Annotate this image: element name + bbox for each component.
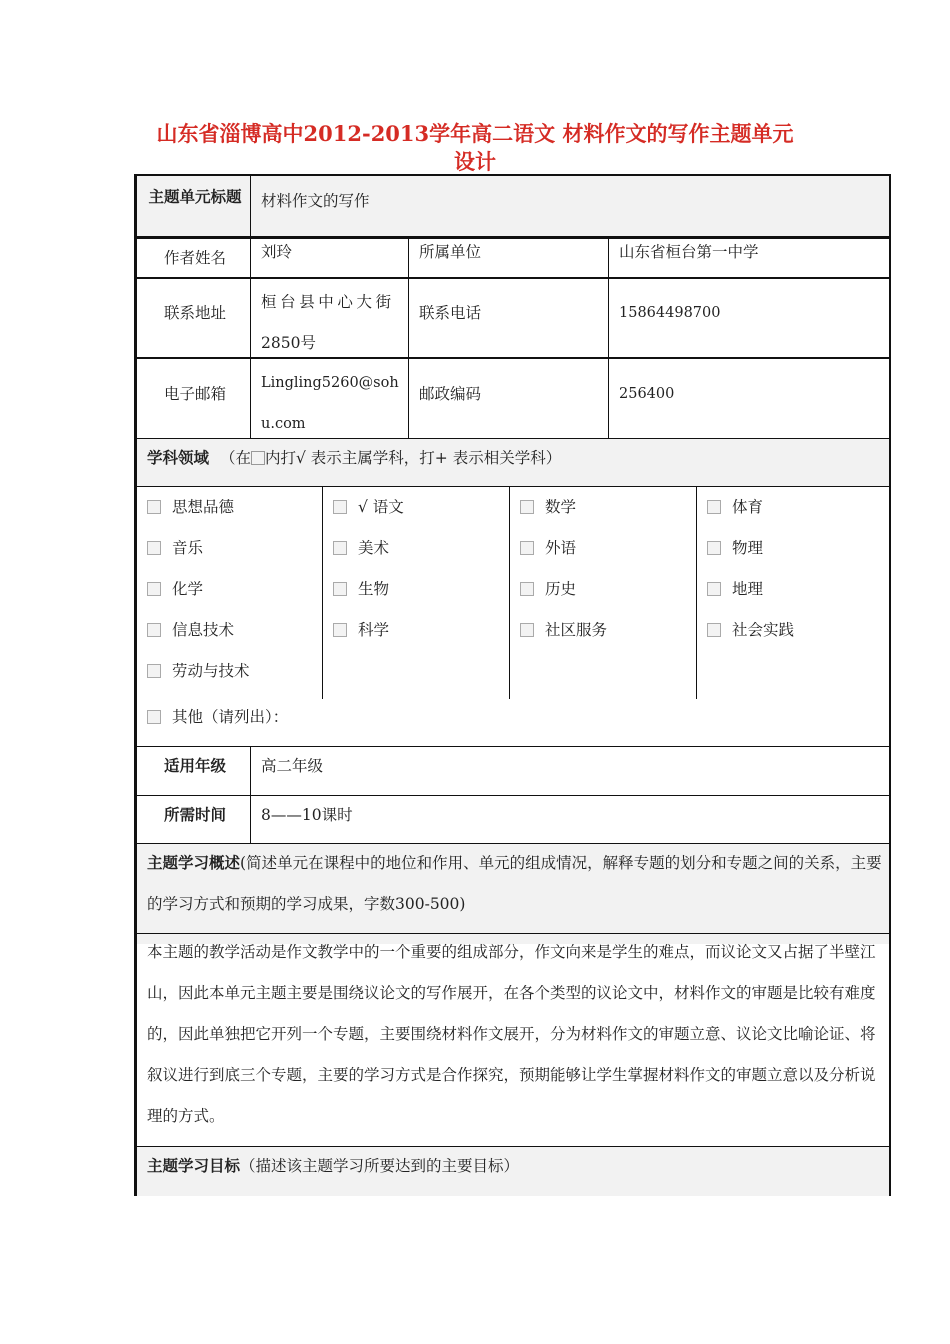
email-line-2: u.com [261,416,306,432]
goal-note: （描述该主题学习所要达到的主要目标） [240,1157,520,1175]
checkbox-subject-3-2[interactable] [707,582,721,596]
document-title-line-1: 山东省淄博高中2012-2013学年高二语文 材料作文的写作主题单元 [156,121,794,146]
postal-value: 256400 [619,386,675,402]
email-label: 电子邮箱 [163,385,226,403]
address-line-2: 2850号 [261,334,316,352]
checkbox-subject-3-1[interactable] [707,541,721,555]
subject-label: √ 语文 [358,498,404,516]
address-value [261,282,403,364]
time-label: 所需时间 [163,805,226,824]
subject-label: 美术 [358,539,390,557]
checkbox-subject-0-0[interactable] [147,500,161,514]
subject-label: 数学 [545,498,577,516]
checkbox-subject-0-4[interactable] [147,664,161,678]
subject-field-heading: 学科领域 [147,448,210,467]
checkbox-subject-3-0[interactable] [707,500,721,514]
subject-label: 音乐 [172,539,204,557]
overview-body: 本主题的教学活动是作文教学中的一个重要的组成部分，作文向来是学生的难点，而议论文又占据了半壁江山，因此本单元主题主要是围绕议论文的写作展开，在各个类型的议论文中，材料作文的审题是比较有难度的，因此单独把它开列一个专题，主要围绕材料作文展开，分为材料作文的审题立意、议论文比喻论证、将叙议进行到底三个专题，主要的学习方式是合作探究，预期能够让学生掌握材料作文的审题立意以及分析说理的方式。 [147,943,876,1125]
subject-label: 历史 [545,580,577,598]
goal-heading: 主题学习目标 [147,1156,241,1175]
checkbox-subject-0-3[interactable] [147,623,161,637]
checkbox-subject-2-3[interactable] [520,623,534,637]
subject-label: 科学 [358,621,390,639]
grade-value: 高二年级 [261,757,324,775]
document-title-line-2: 设计 [454,149,496,174]
subject-label: 外语 [545,539,577,557]
subject-label: 体育 [732,498,764,516]
subject-label: 社会实践 [732,621,795,639]
subject-other-label: 其他（请列出）： [172,708,289,726]
overview-heading: 主题学习概述 [147,853,241,872]
author-value: 刘玲 [261,243,293,261]
phone-value: 15864498700 [619,305,721,321]
unit-label: 所属单位 [419,243,482,261]
goal-header [147,1156,519,1176]
checkbox-subject-1-1[interactable] [333,541,347,555]
subject-label: 社区服务 [545,621,608,639]
subject-label: 物理 [732,539,764,557]
email-value [261,363,407,445]
subject-label: 化学 [172,580,204,598]
time-value: 8——10课时 [261,806,353,824]
phone-label: 联系电话 [419,304,482,322]
grade-label: 适用年级 [163,756,226,775]
overview-header [147,842,887,925]
subject-field-note-post: 内打√ 表示主属学科，打+ 表示相关学科） [264,449,562,467]
checkbox-subject-3-3[interactable] [707,623,721,637]
design-form-table [134,174,891,1196]
checkbox-subject-0-1[interactable] [147,541,161,555]
checkbox-subject-1-3[interactable] [333,623,347,637]
checkbox-subject-0-2[interactable] [147,582,161,596]
unit-value: 山东省桓台第一中学 [619,243,759,261]
subject-label: 信息技术 [172,621,235,639]
subject-field-header [147,448,561,468]
checkbox-sample-icon [251,451,265,465]
document-title [100,120,850,176]
address-line-1: 桓台县中心大街 [261,293,395,311]
subject-label: 思想品德 [172,498,235,516]
checkbox-other[interactable] [147,710,161,724]
checkbox-subject-1-0[interactable] [333,500,347,514]
subject-label: 地理 [732,580,764,598]
topic-value: 材料作文的写作 [261,192,370,210]
subject-label: 劳动与技术 [172,662,250,680]
subject-field-note-pre: （在 [219,449,251,467]
checkbox-subject-2-0[interactable] [520,500,534,514]
checkbox-subject-1-2[interactable] [333,582,347,596]
email-line-1: Lingling5260@soh [261,375,399,391]
author-label: 作者姓名 [163,249,226,267]
checkbox-subject-2-1[interactable] [520,541,534,555]
overview-note: (简述单元在课程中的地位和作用、单元的组成情况，解释专题的划分和专题之间的关系，主要的学习方式和预期的学习成果，字数300-500) [147,854,882,913]
topic-label: 主题单元标题 [148,187,242,206]
subject-label: 生物 [358,580,390,598]
address-label: 联系地址 [163,304,226,322]
checkbox-subject-2-2[interactable] [520,582,534,596]
postal-label: 邮政编码 [419,385,482,403]
